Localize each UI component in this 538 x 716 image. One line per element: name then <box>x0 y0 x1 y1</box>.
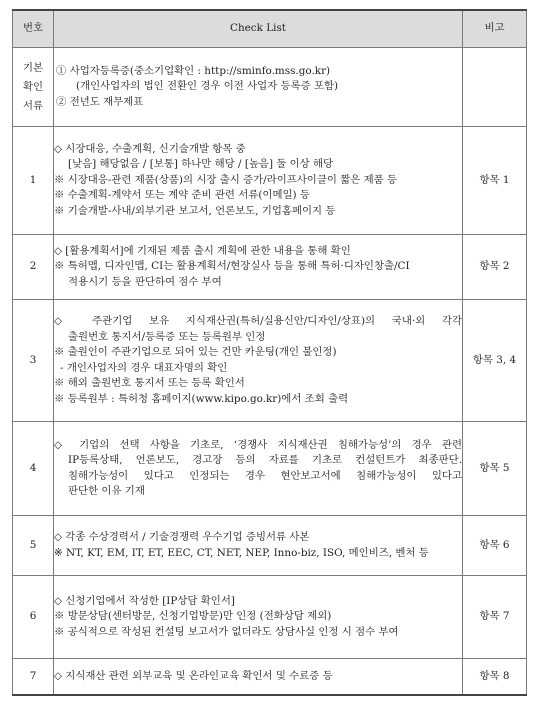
content-line: ※ 기술개발-사내/외부기관 보고서, 언론보도, 기업홈페이지 등 <box>54 204 336 217</box>
table-row <box>13 659 527 695</box>
row-number: 6 <box>13 576 54 659</box>
content-line: ※ 공식적으로 작성된 컨설팅 보고서가 없더라도 상담사실 인정 시 점수 부여 <box>54 625 399 638</box>
row-number: 1 <box>13 127 54 235</box>
table-row <box>13 48 527 127</box>
row-number: 3 <box>13 300 54 422</box>
row-note: 항목 6 <box>463 516 527 576</box>
content-line: 침해가능성이 있다고 인정되는 경우 현안보고서에 침해가능성이 있다고 <box>68 469 462 482</box>
content-line: 출원번호 통지서/등록증 또는 등록원부 인정 <box>68 330 266 343</box>
content-line: ◇ 신청기업에서 작성한 [IP상담 확인서] <box>54 594 235 607</box>
content-line: 판단한 이유 기재 <box>68 485 145 497</box>
content-line: - 개인사업자의 경우 대표자명의 확인 <box>60 361 228 374</box>
table-row <box>13 422 527 516</box>
row-number: 기본 확인 서류 <box>13 48 54 127</box>
content-line: ※ NT, KT, EM, IT, ET, EEC, CT, NET, NEP, Inno-biz, ISO, 메인비즈, 벤처 등 <box>54 546 429 559</box>
content-line: ※ 수출계획-계약서 또는 계약 준비 관련 서류(이메일) 등 <box>54 189 310 202</box>
content-line: ※ 방문상담(센터방문, 신청기업방문)만 인정 (전화상담 제외) <box>54 610 332 623</box>
content-line: ① 사업자등록증(중소기업확인 : http://sminfo.mss.go.kr) <box>56 64 331 77</box>
row-content <box>54 300 463 422</box>
table-row <box>13 516 527 576</box>
row-number: 7 <box>13 659 54 695</box>
table-row <box>13 127 527 235</box>
row-content <box>54 235 463 300</box>
table-row <box>13 576 527 659</box>
content-line: ※ 출원인이 주관기업으로 되어 있는 건만 카운팅(개인 불인정) <box>54 346 337 358</box>
header-checklist: Check List <box>54 10 463 48</box>
content-line: ◇ 지식재산 관련 외부교육 및 온라인교육 확인서 및 수료증 등 <box>54 669 333 682</box>
row-note: 항목 8 <box>463 659 527 695</box>
content-line: ② 전년도 재무제표 <box>56 95 144 108</box>
row-number: 2 <box>13 235 54 300</box>
header-number: 번호 <box>13 10 54 48</box>
row-note: 항목 5 <box>463 422 527 516</box>
row-note: 항목 1 <box>463 127 527 235</box>
content-line: ※ 해외 출원번호 통지서 또는 등록 확인서 <box>54 377 245 389</box>
content-line: ◇ 시장대응, 수출계획, 신기술개발 항목 중 <box>54 142 246 155</box>
table-row <box>13 235 527 300</box>
content-line: [낮음] 해당없음 / [보통] 하나만 해당 / [높음] 둘 이상 해당 <box>68 158 334 171</box>
content-line: IP등록상태, 언론보도, 경고장 등의 자료를 기초로 컨설턴트가 최종판단. <box>68 454 462 466</box>
row-content <box>54 422 463 516</box>
row-note <box>463 48 527 127</box>
row-content <box>54 659 463 695</box>
content-line: ◇ 주관기업 보유 지식재산권(특허/실용신안/디자인/상표)의 국내·외 각각 <box>54 315 462 327</box>
checklist-table <box>12 9 527 696</box>
row-number: 4 <box>13 422 54 516</box>
row-note: 항목 2 <box>463 235 527 300</box>
content-line: ※ 등록원부 : 특허청 홈페이지(www.kipo.go.kr)에서 조회 출력 <box>54 392 349 405</box>
row-content <box>54 516 463 576</box>
table-row <box>13 300 527 422</box>
content-line: ※ 시장대응-관련 제품(상품)의 시장 출시 증가/라이프사이클이 짧은 제품 등 <box>54 173 398 186</box>
content-line: 적용시기 등을 판단하여 점수 부여 <box>68 275 222 288</box>
content-line: ※ 특허맵, 디자인맵, CI는 활용계획서/현장실사 등을 통해 특허·디자인창출/CI <box>54 260 410 273</box>
header-row <box>13 10 527 48</box>
row-content <box>54 48 463 127</box>
content-line: ◇ [활용계획서]에 기재된 제품 출시 계획에 관한 내용을 통해 확인 <box>54 244 351 257</box>
row-number: 5 <box>13 516 54 576</box>
row-note: 항목 7 <box>463 576 527 659</box>
content-line: (개인사업자의 법인 전환인 경우 이전 사업자 등록증 포함) <box>76 80 339 93</box>
row-content <box>54 576 463 659</box>
row-note: 항목 3, 4 <box>463 300 527 422</box>
row-content <box>54 127 463 235</box>
content-line: ◇ 각종 수상경력서 / 기술경쟁력 우수기업 증빙서류 사본 <box>54 531 310 543</box>
content-line: ◇ 기업의 선택 사항을 기초로, ‘경쟁사 지식재산권 침해가능성’의 경우 관련 <box>54 438 462 451</box>
header-note: 비고 <box>463 10 527 48</box>
